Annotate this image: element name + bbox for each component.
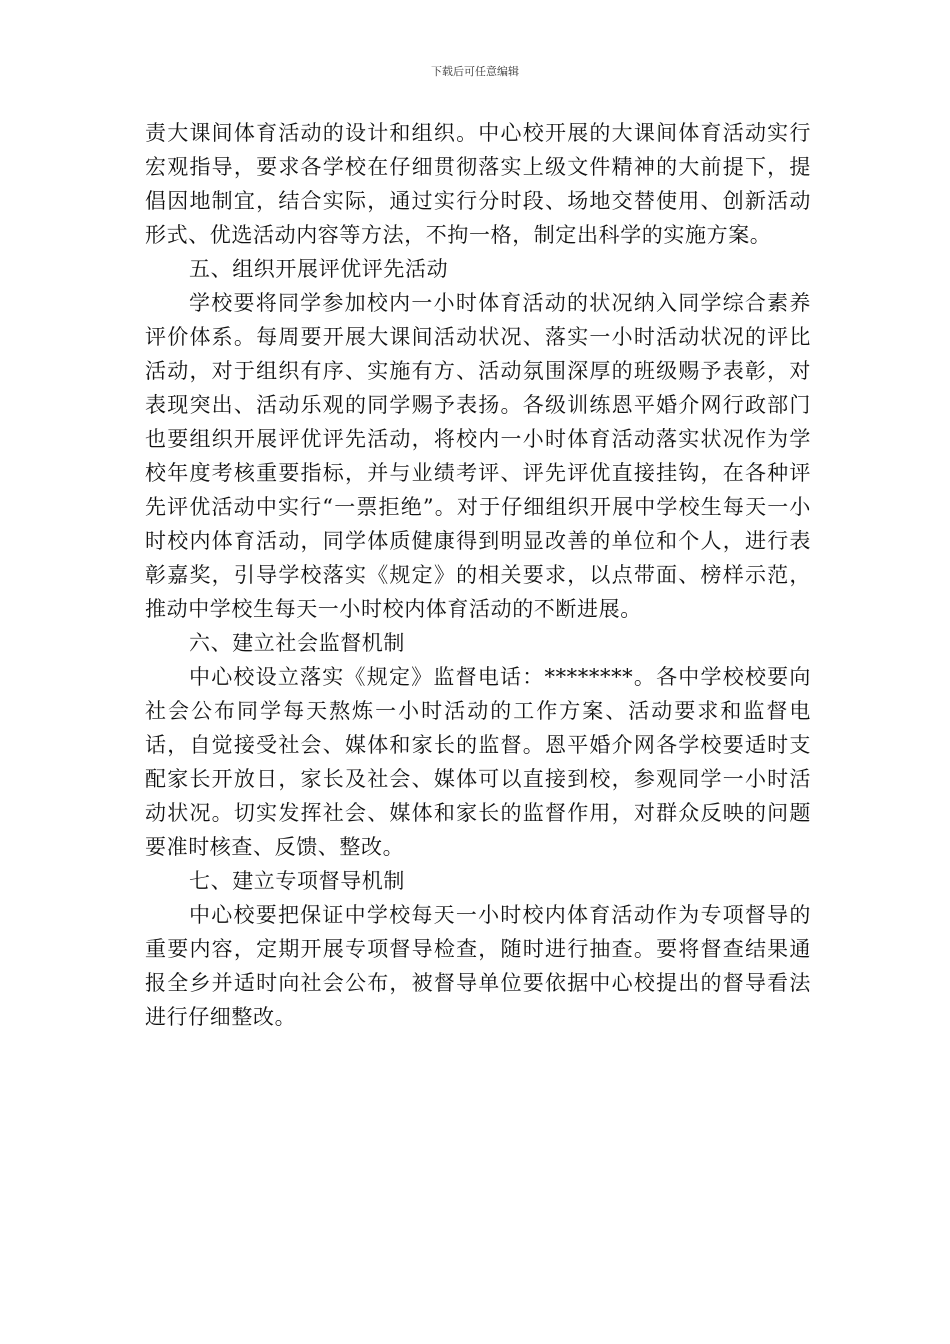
section-heading-6: 六、建立社会监督机制: [189, 631, 405, 655]
section-heading-7: 七、建立专项督导机制: [189, 869, 405, 893]
paragraph-section-6: 中心校设立落实《规定》监督电话：********。各中学校校要向社会公布同学每天熬炼一小时活动的工作方案、活动要求和监督电话，自觉接受社会、媒体和家长的监督。恩平婚介网各学校要适时支配家长开放日，家长及社会、媒体可以直接到校，参观同学一小时活动状况。切实发挥社会、媒体和家长的监督作用，对群众反映的问题要准时核查、反馈、整改。: [145, 665, 811, 859]
paragraph-section-7: 中心校要把保证中学校每天一小时校内体育活动作为专项督导的重要内容，定期开展专项督导检查，随时进行抽查。要将督查结果通报全乡并适时向社会公布，被督导单位要依据中心校提出的督导看法进行仔细整改。: [145, 903, 811, 1029]
document-body: [145, 116, 811, 1034]
paragraph-section-5: 学校要将同学参加校内一小时体育活动的状况纳入同学综合素养评价体系。每周要开展大课间活动状况、落实一小时活动状况的评比活动，对于组织有序、实施有方、活动氛围深厚的班级赐予表彰，对表现突出、活动乐观的同学赐予表扬。各级训练恩平婚介网行政部门也要组织开展评优评先活动，将校内一小时体育活动落实状况作为学校年度考核重要指标，并与业绩考评、评先评优直接挂钩，在各种评先评优活动中实行“一票拒绝”。对于仔细组织开展中学校生每天一小时校内体育活动，同学体质健康得到明显改善的单位和个人，进行表彰嘉奖，引导学校落实《规定》的相关要求，以点带面、榜样示范，推动中学校生每天一小时校内体育活动的不断进展。: [145, 291, 811, 621]
paragraph-continued: 责大课间体育活动的设计和组织。中心校开展的大课间体育活动实行宏观指导，要求各学校在仔细贯彻落实上级文件精神的大前提下，提倡因地制宜，结合实际，通过实行分时段、场地交替使用、创新活动形式、优选活动内容等方法，不拘一格，制定出科学的实施方案。: [145, 121, 811, 247]
section-heading-5: 五、组织开展评优评先活动: [189, 257, 449, 281]
page-header: 下载后可任意编辑: [431, 65, 519, 78]
